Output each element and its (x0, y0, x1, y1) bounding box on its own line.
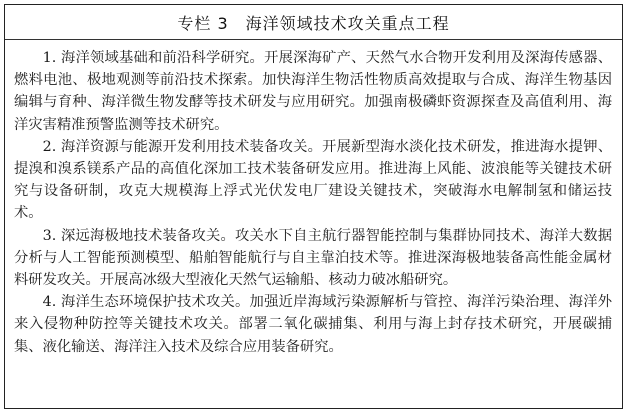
paragraph-basic-research: 1. 海洋领域基础和前沿科学研究。开展深海矿产、天然气水合物开发利用及深海传感器、燃料电池、极地观测等前沿技术探索。加快海洋生物活性物质高效提取与合成、海洋生物基因编辑与育种、海洋微生物发酵等技术研发与应用研究。加强南极磷虾资源探查及高值利用、海洋灾害精准预警监测等技术研究。 (14, 50, 612, 133)
paragraph-resources-energy: 2. 海洋资源与能源开发利用技术装备攻关。开展新型海水淡化技术研发，推进海水提钾、提溴和溴系镁系产品的高值化深加工技术装备研发应用。推进海上风能、波浪能等关键技术研究与设备研制，攻克大规模海上浮式光伏发电厂建设关键技术，突破海水电解制氢和储运技术。 (14, 138, 612, 222)
column-title: 专栏 3 海洋领域技术攻关重点工程 (177, 13, 450, 33)
column-header (5, 5, 622, 40)
paragraph-ecology-protection: 4. 海洋生态环境保护技术攻关。加强近岸海域污染源解析与管控、海洋污染治理、海洋外来入侵物种防控等关键技术攻关。部署二氧化碳捕集、利用与海上封存技术研究，开展碳捕集、液化输送、海洋注入技术及综合应用装备研究。 (14, 294, 612, 355)
paragraph-deep-sea-polar: 3. 深远海极地技术装备攻关。攻关水下自主航行器智能控制与集群协同技术、海洋大数据分析与人工智能预测模型、船舶智能航行与自主靠泊技术等。推进深海极地装备高性能金属材料研发攻关。开展高冰级大型液化天然气运输船、核动力破冰船研究。 (14, 227, 612, 289)
column-box (4, 4, 623, 409)
column-body (14, 47, 612, 402)
